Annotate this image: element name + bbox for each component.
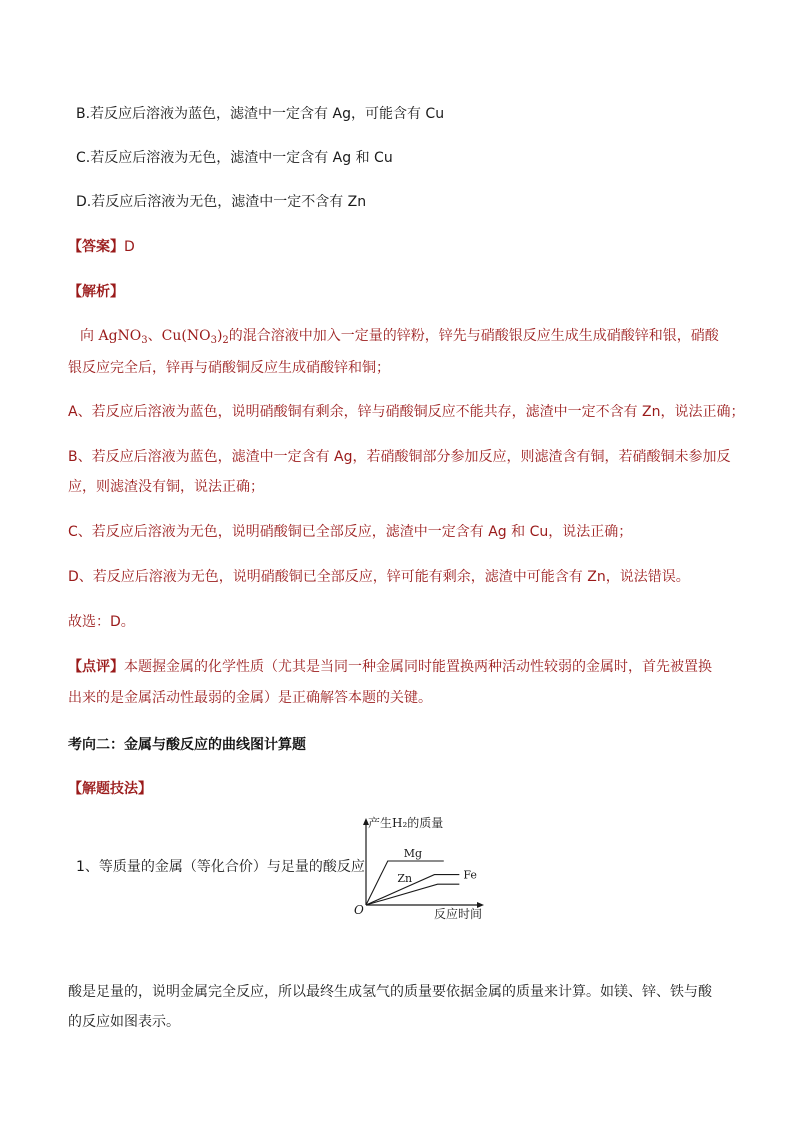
- analysis-intro-line1: [80, 326, 719, 351]
- comment-line1: [68, 657, 712, 677]
- chem-agno3-base: AgNO: [98, 328, 142, 344]
- y-axis-label: 产生H₂的质量: [368, 816, 444, 830]
- answer-line: [68, 237, 135, 257]
- option-c: C.若反应后溶液为无色，滤渣中一定含有 Ag 和 Cu: [76, 150, 393, 166]
- analysis-c: C、若反应后溶液为无色，说明硝酸铜已全部反应，滤渣中一定含有 Ag 和 Cu，说法正确；: [68, 524, 633, 540]
- option-b: B.若反应后溶液为蓝色，滤渣中一定含有 Ag，可能含有 Cu: [76, 106, 445, 122]
- analysis-choice: 故选：D。: [68, 614, 135, 630]
- series-line-zn: [366, 884, 459, 905]
- analysis-b-line2: 应，则滤渣没有铜，说法正确；: [68, 479, 264, 495]
- series-label-mg: Mg: [403, 847, 423, 860]
- chem-cuno32-base: Cu(NO: [161, 328, 211, 344]
- chem-cuno32-sub1: 3: [210, 335, 217, 346]
- analysis-a: A、若反应后溶液为蓝色，说明硝酸铜有剩余，锌与硝酸铜反应不能共存，滤渣中一定不含有 Zn，说法正确；: [68, 404, 745, 420]
- chem-cuno32-close: ): [216, 328, 223, 344]
- answer-label: 【答案】: [68, 239, 124, 255]
- series-label-fe: Fe: [463, 868, 477, 882]
- analysis-label: [68, 282, 124, 302]
- comment-label: 【点评】: [68, 659, 124, 675]
- chem-cuno32-sub2: 2: [222, 335, 229, 346]
- intro-prefix: 向: [80, 328, 99, 344]
- answer-value: D: [124, 239, 135, 255]
- comment-line2: 出来的是金属活动性最弱的金属）是正确解答本题的关键。: [68, 690, 432, 706]
- analysis-d: D、若反应后溶液为无色，说明硝酸铜已全部反应，锌可能有剩余，滤渣中可能含有 Zn，说法错误。: [68, 569, 690, 585]
- item-1: 1、等质量的金属（等化合价）与足量的酸反应: [76, 859, 365, 875]
- analysis-label-text: 【解析】: [68, 284, 124, 300]
- origin-label: O: [354, 903, 364, 917]
- chem-agno3-sub: 3: [141, 335, 148, 346]
- comment-text-line1: 本题握金属的化学性质（尤其是当同一种金属同时能置换两种活动性较弱的金属时，首先被置换: [124, 659, 712, 675]
- series-layer: [366, 847, 477, 905]
- h2-mass-chart: [354, 812, 504, 920]
- method-label: 【解题技法】: [68, 781, 152, 797]
- closing-line1: 酸是足量的，说明金属完全反应，所以最终生成氢气的质量要依据金属的质量来计算。如镁、锌、铁与酸: [68, 984, 712, 1000]
- section-title: 考向二：金属与酸反应的曲线图计算题: [68, 737, 306, 753]
- analysis-b-line1: B、若反应后溶液为蓝色，滤渣中一定含有 Ag，若硝酸铜部分参加反应，则滤渣含有铜，若硝酸铜未参加反: [68, 449, 731, 465]
- intro-sep: 、: [147, 328, 162, 344]
- chem-cuno32: [162, 328, 229, 344]
- analysis-intro-line2: 银反应完全后，锌再与硝酸铜反应生成硝酸锌和铜；: [68, 360, 390, 376]
- closing-line2: 的反应如图表示。: [68, 1014, 180, 1030]
- x-axis-label: 反应时间: [434, 907, 483, 920]
- chem-agno3: [98, 328, 147, 344]
- option-d: D.若反应后溶液为无色，滤渣中一定不含有 Zn: [76, 194, 367, 210]
- series-label-zn: Zn: [397, 872, 413, 886]
- intro-rest: 的混合溶液中加入一定量的锌粉，锌先与硝酸银反应生成生成硝酸锌和银，硝酸: [228, 328, 719, 344]
